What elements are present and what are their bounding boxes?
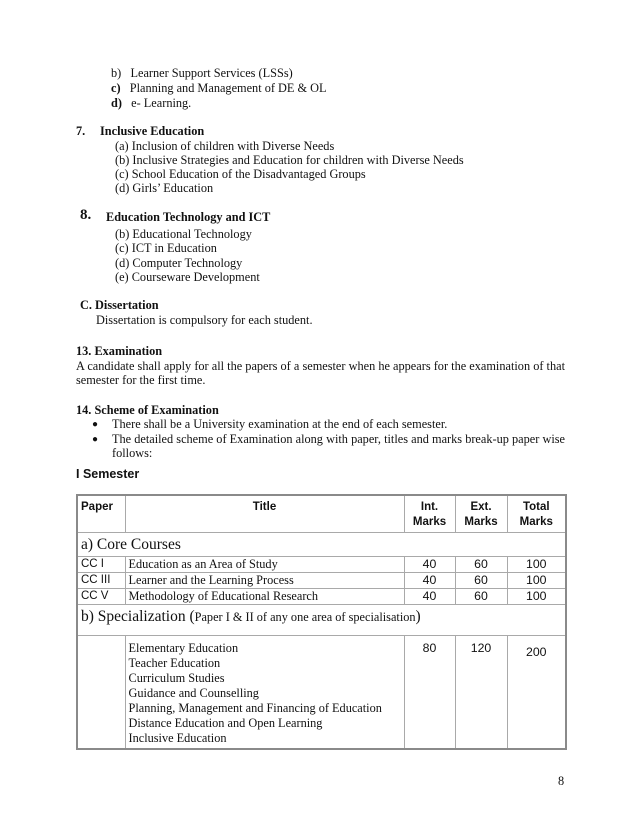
examination-text: A candidate shall apply for all the papers of a semester when he appears for the examination of that semester for the first time. — [76, 359, 565, 388]
paper-code: CC V — [77, 589, 125, 605]
int-marks: 40 — [404, 573, 455, 589]
col-header-title: Title — [125, 495, 404, 533]
ext-marks: 60 — [455, 589, 507, 605]
intro-item-label: d) — [111, 96, 122, 110]
edtech-item: (b) Educational Technology — [115, 227, 252, 241]
dissertation-title: C. Dissertation — [80, 298, 159, 312]
dissertation-text: Dissertation is compulsory for each student. — [96, 313, 313, 327]
inclusive-item: (a) Inclusion of children with Diverse Needs — [115, 139, 335, 153]
scheme-bullet: There shall be a University examination at the end of each semester. — [112, 417, 448, 431]
spec-int-marks: 80 — [404, 636, 455, 750]
col-header-total: Total Marks — [507, 495, 566, 533]
section-8-title: Education Technology and ICT — [106, 210, 271, 224]
specialization-heading-row — [77, 605, 566, 636]
scheme-number: 14 — [76, 403, 89, 417]
total-marks: 100 — [507, 589, 566, 605]
spec-areas-list — [125, 636, 404, 750]
paper-code: CC I — [77, 557, 125, 573]
edtech-item: (c) ICT in Education — [115, 241, 217, 255]
ext-marks: 60 — [455, 573, 507, 589]
ext-marks: 60 — [455, 557, 507, 573]
intro-item-text: Planning and Management of DE & OL — [129, 81, 327, 95]
intro-item-b — [111, 66, 293, 80]
edtech-item: (e) Courseware Development — [115, 270, 260, 284]
table-row — [77, 557, 566, 573]
edtech-item: (d) Computer Technology — [115, 256, 243, 270]
bullet-icon: ● — [92, 419, 99, 430]
spec-area: Distance Education and Open Learning — [128, 716, 323, 730]
total-marks: 100 — [507, 573, 566, 589]
spec-paper-code — [77, 636, 125, 750]
bullet-icon: ● — [92, 434, 99, 445]
examination-heading: 13. Examination — [76, 344, 163, 358]
specialization-heading: b) Specialization (Paper I & II of any one area of specialisation) — [77, 605, 566, 636]
paper-title: Learner and the Learning Process — [125, 573, 404, 589]
paper-code: CC III — [77, 573, 125, 589]
scheme-bullet: The detailed scheme of Examination along with paper, titles and marks break-up paper wise follows: — [112, 432, 565, 461]
semester-table — [76, 494, 567, 750]
table-header-row — [77, 495, 566, 533]
spec-area: Guidance and Counselling — [128, 686, 259, 700]
total-marks: 100 — [507, 557, 566, 573]
intro-item-text: e- Learning. — [131, 96, 192, 110]
spec-area: Curriculum Studies — [128, 671, 225, 685]
paper-title: Methodology of Educational Research — [125, 589, 404, 605]
col-header-ext: Ext. Marks — [455, 495, 507, 533]
page-number: 8 — [558, 774, 565, 788]
col-header-paper: Paper — [77, 495, 125, 533]
spec-total-marks: 200 — [507, 636, 566, 750]
table-row — [77, 589, 566, 605]
spec-area: Inclusive Education — [128, 731, 227, 745]
specialization-row — [77, 636, 566, 750]
spec-area: Teacher Education — [128, 656, 221, 670]
int-marks: 40 — [404, 557, 455, 573]
intro-item-c — [111, 81, 327, 95]
spec-area: Elementary Education — [128, 641, 239, 655]
semester-heading: I Semester — [76, 467, 140, 481]
scheme-heading — [76, 403, 219, 417]
intro-item-label: c) — [111, 81, 121, 95]
paper-title: Education as an Area of Study — [125, 557, 404, 573]
intro-item-label: b) — [111, 66, 122, 80]
int-marks: 40 — [404, 589, 455, 605]
spec-area: Planning, Management and Financing of Education — [128, 701, 382, 715]
intro-item-text: Learner Support Services (LSSs) — [130, 66, 293, 80]
col-header-int: Int. Marks — [404, 495, 455, 533]
section-8-number: 8. — [80, 207, 92, 223]
inclusive-item: (d) Girls’ Education — [115, 181, 214, 195]
intro-item-d — [111, 96, 191, 110]
inclusive-item: (b) Inclusive Strategies and Education for children with Diverse Needs — [115, 153, 464, 167]
inclusive-item: (c) School Education of the Disadvantaged Groups — [115, 167, 366, 181]
core-courses-heading: a) Core Courses — [77, 533, 566, 557]
section-7-title: Inclusive Education — [100, 124, 205, 138]
section-7-number: 7. — [76, 124, 86, 138]
scheme-title: . Scheme of Examination — [88, 403, 219, 417]
spec-ext-marks: 120 — [455, 636, 507, 750]
table-row — [77, 573, 566, 589]
core-courses-heading-row — [77, 533, 566, 557]
